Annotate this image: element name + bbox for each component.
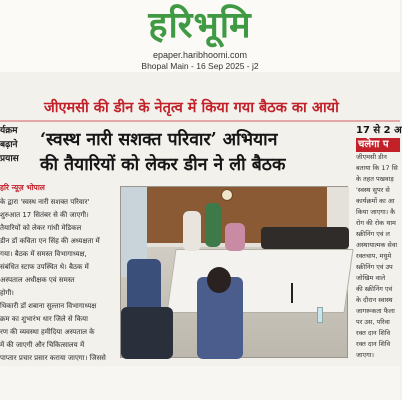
sidebar-line: रक्तचाप, मधुमे [356,252,392,260]
photo-person [121,307,173,359]
left-fragment: र्यक्रम [0,126,18,136]
photo-person [225,223,245,251]
page-bottom-margin [0,366,400,400]
sidebar-line: कार्यक्रमों का आ [356,197,395,205]
site-url: epaper.haribhoomi.com [152,50,248,60]
meeting-photo [120,186,348,358]
body-line: शुरुआत 17 सितंबर से की जाएगी। [0,211,89,219]
body-line: रण की व्यवस्था हमीदिया अस्पताल के [0,328,95,336]
sidebar-line: जीएमसी डीन [356,153,387,161]
sidebar-line: स्क्रीनिंग एवं उप [356,263,393,271]
article-byline: हरि न्यूज़ भोपाल [0,183,45,192]
sidebar-line: किया जाएगा। कै [356,208,396,216]
sidebar-heading: 17 से 2 अ [356,125,402,136]
photo-person [205,203,221,247]
bleed-through-strip [0,73,400,82]
sidebar-line: बताया कि 17 सि [356,164,398,172]
body-line: डीन डॉ कविता एन सिंह की अध्यक्षता में [0,237,100,245]
emblem-icon [221,189,233,201]
sidebar-line: जागरूकता फैला [356,307,395,315]
body-line: पाप्तार प्रचार प्रसार कराया जाएगा। जिससे [0,354,106,362]
photo-person-head [207,267,231,293]
body-line: गया। बैठक में समस्त विभागाध्यक्ष, [0,250,87,258]
sidebar-line: के दौरान स्वास्थ [356,296,393,304]
photo-chairs [261,227,349,249]
body-line: होगी। [0,289,14,297]
body-line: संबंधित स्टाफ उपस्थित थे। बैठक में [0,263,89,271]
sidebar-line: स्क्रीनिंग एवं ल [356,230,390,238]
sidebar-line: जाएगा। [356,351,374,359]
body-line: के द्वारा 'स्वस्थ नारी सशक्त परिवार' [0,198,90,206]
body-line: थिकारी डॉ शबाना सुल्तान विभागाध्यक्ष [0,302,97,310]
photo-conference-table [167,249,354,313]
sidebar-line: रक्त दान शिवि [356,340,391,348]
article-headline [40,128,360,178]
sidebar-line: रोग की रोक थाम [356,219,396,227]
microphone-icon [291,283,293,303]
sidebar-story [356,124,400,364]
newspaper-logo: हरिभूमि [148,5,252,46]
left-fragment: बढ़ाने [0,140,18,150]
body-line: अस्पताल अधीक्षक एवं समस्त [0,276,75,284]
body-line: क्रम का शुभारंभ धार जिले से किया [0,315,88,323]
sidebar-line: पर उस, परिवा [356,318,390,326]
article-body [0,196,116,366]
sidebar-line: जोखिम वाले [356,274,386,282]
sidebar-line: की स्क्रीनिंग एवं [356,285,393,293]
body-line: में की जाएगी और चिकित्सालय में [0,341,85,349]
sidebar-heading: चलेगा प [356,138,400,152]
headline-line-2: की तैयारियों को लेकर डीन ने ली बैठक [40,155,286,175]
sidebar-line: 'स्वस्थ सुपर से [356,186,390,194]
banner-rule [0,120,400,122]
banner-headline: जीएमसी की डीन के नेतृत्व में किया गया बैठक का आयो [44,100,339,116]
edition-line: Bhopal Main - 16 Sep 2025 - j2 [141,61,259,71]
photo-person [183,211,201,251]
masthead [0,0,400,72]
left-fragment: प्रयास [0,154,19,164]
sidebar-line: के तहत पखवाड़ [356,175,394,183]
water-bottle-icon [317,307,323,323]
body-line: तैयारियों को लेकर गांधी मेडिकल [0,224,82,232]
sidebar-line: रक्त दान शिवि [356,329,391,337]
headline-line-1: ‘स्वस्थ नारी सशक्त परिवार’ अभियान [40,130,278,150]
sidebar-line: अस्थायात्मक सेवा [356,241,398,249]
